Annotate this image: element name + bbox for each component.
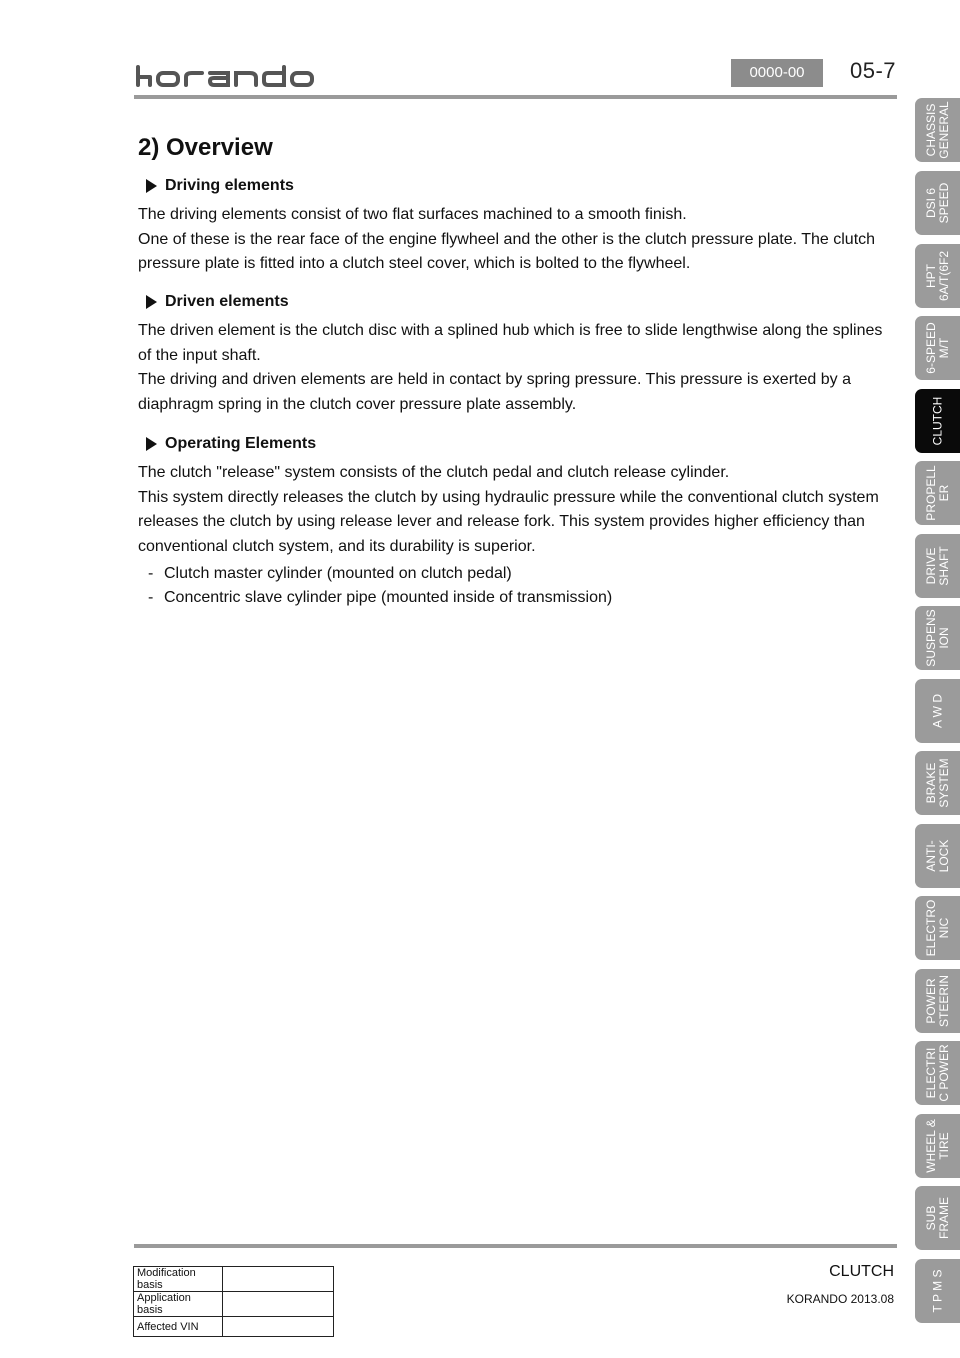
section-heading-text: Driven elements bbox=[165, 293, 289, 310]
page-number: 05-7 bbox=[850, 58, 897, 83]
tab-brake-system[interactable] bbox=[915, 751, 960, 815]
tab-label: SUB FRAME bbox=[924, 1197, 951, 1239]
tab-chassis-general[interactable] bbox=[915, 98, 960, 162]
list-item bbox=[148, 586, 612, 610]
table-cell-label: Application basis bbox=[134, 1292, 223, 1317]
section-heading-operating bbox=[146, 435, 316, 453]
tab-electronic[interactable] bbox=[915, 896, 960, 960]
tab-dsi-6-speed[interactable] bbox=[915, 171, 960, 235]
document-code-badge: 0000-00 bbox=[731, 59, 823, 87]
section-paragraph-driving: The driving elements consist of two flat surfaces machined to a smooth finish. One of these is the rear face of the engine flywheel and the other is the clutch pressure plate. The clutch pressure plate is fitted into a clutch steel cover, which is bolted to the flywheel. bbox=[138, 206, 876, 272]
tab-label: CLUTCH bbox=[930, 396, 945, 446]
section-heading-driving bbox=[146, 177, 294, 195]
tab-tpms[interactable] bbox=[915, 1259, 960, 1323]
tab-wheel-tire[interactable] bbox=[915, 1114, 960, 1178]
tab-suspension[interactable] bbox=[915, 606, 960, 670]
table-cell-label: Modification basis bbox=[134, 1267, 223, 1292]
table-row bbox=[134, 1292, 334, 1317]
korando-logo bbox=[134, 64, 316, 88]
tab-label: SUSPENS ION bbox=[924, 609, 951, 667]
list-item-text: Clutch master cylinder (mounted on clutch pedal) bbox=[164, 565, 512, 582]
triangle-bullet-icon bbox=[146, 179, 157, 193]
section-paragraph-driven: The driven element is the clutch disc with a splined hub which is free to slide lengthwise along the splines of the input shaft. The driving and driven elements are held in contact by spring pressure. This pressure is exerted by a diaphragm spring in the clutch cover pressure plate assembly. bbox=[138, 322, 883, 413]
dash-bullet-icon: - bbox=[148, 589, 154, 606]
tab-label: T P M S bbox=[930, 1269, 945, 1313]
section-heading-driven bbox=[146, 293, 289, 311]
tab-6-speed-mt[interactable] bbox=[915, 316, 960, 380]
table-cell-value bbox=[223, 1317, 334, 1337]
tab-clutch[interactable] bbox=[915, 389, 960, 453]
tab-label: ELECTRI C POWER bbox=[924, 1044, 951, 1102]
tab-label: PROPELL ER bbox=[924, 465, 951, 521]
section-heading-text: Operating Elements bbox=[165, 435, 317, 452]
footer-model-date: KORANDO 2013.08 bbox=[786, 1292, 894, 1306]
tab-awd[interactable] bbox=[915, 679, 960, 743]
page-title: 2) Overview bbox=[138, 134, 273, 161]
tab-label: ELECTRO NIC bbox=[924, 899, 951, 957]
tab-label: 6-SPEED M/T bbox=[924, 322, 951, 374]
tab-label: DSI 6 SPEED bbox=[924, 182, 951, 224]
tab-label: WHEEL & TIRE bbox=[924, 1119, 951, 1173]
table-cell-value bbox=[223, 1267, 334, 1292]
tab-sub-frame[interactable] bbox=[915, 1186, 960, 1250]
table-row bbox=[134, 1317, 334, 1337]
table-cell-label: Affected VIN bbox=[134, 1317, 223, 1337]
tab-electric-power[interactable] bbox=[915, 1041, 960, 1105]
tab-anti-lock[interactable] bbox=[915, 824, 960, 888]
list-item bbox=[148, 562, 512, 586]
tab-label: DRIVE SHAFT bbox=[924, 546, 951, 586]
modification-info-table bbox=[133, 1266, 334, 1337]
footer-section-name: CLUTCH bbox=[829, 1263, 894, 1280]
list-item-text: Concentric slave cylinder pipe (mounted inside of transmission) bbox=[164, 589, 613, 606]
section-heading-text: Driving elements bbox=[165, 177, 294, 194]
tab-label: BRAKE SYSTEM bbox=[924, 758, 951, 808]
tab-drive-shaft[interactable] bbox=[915, 534, 960, 598]
header-divider bbox=[134, 95, 897, 99]
triangle-bullet-icon bbox=[146, 437, 157, 451]
tab-power-steering[interactable] bbox=[915, 969, 960, 1033]
tab-propeller[interactable] bbox=[915, 461, 960, 525]
section-paragraph-operating: The clutch "release" system consists of the clutch pedal and clutch release cylinder. This system directly releases the clutch by using hydraulic pressure while the conventional clutch system releases the clutch by using release lever and release fork. This system provides higher efficiency than conventional clutch system, and its durability is superior. bbox=[138, 464, 879, 555]
tab-label: A W D bbox=[930, 694, 945, 729]
tab-label: CHASSIS GENERAL bbox=[924, 101, 951, 159]
tab-label: HPT 6A/T(6F2 bbox=[924, 251, 951, 302]
table-row bbox=[134, 1267, 334, 1292]
table-cell-value bbox=[223, 1292, 334, 1317]
tab-label: POWER STEERIN bbox=[924, 975, 951, 1028]
tab-label: ANTI- LOCK bbox=[924, 839, 951, 873]
footer-divider bbox=[134, 1244, 897, 1248]
dash-bullet-icon: - bbox=[148, 565, 154, 582]
tab-hpt-6at[interactable] bbox=[915, 244, 960, 308]
triangle-bullet-icon bbox=[146, 295, 157, 309]
